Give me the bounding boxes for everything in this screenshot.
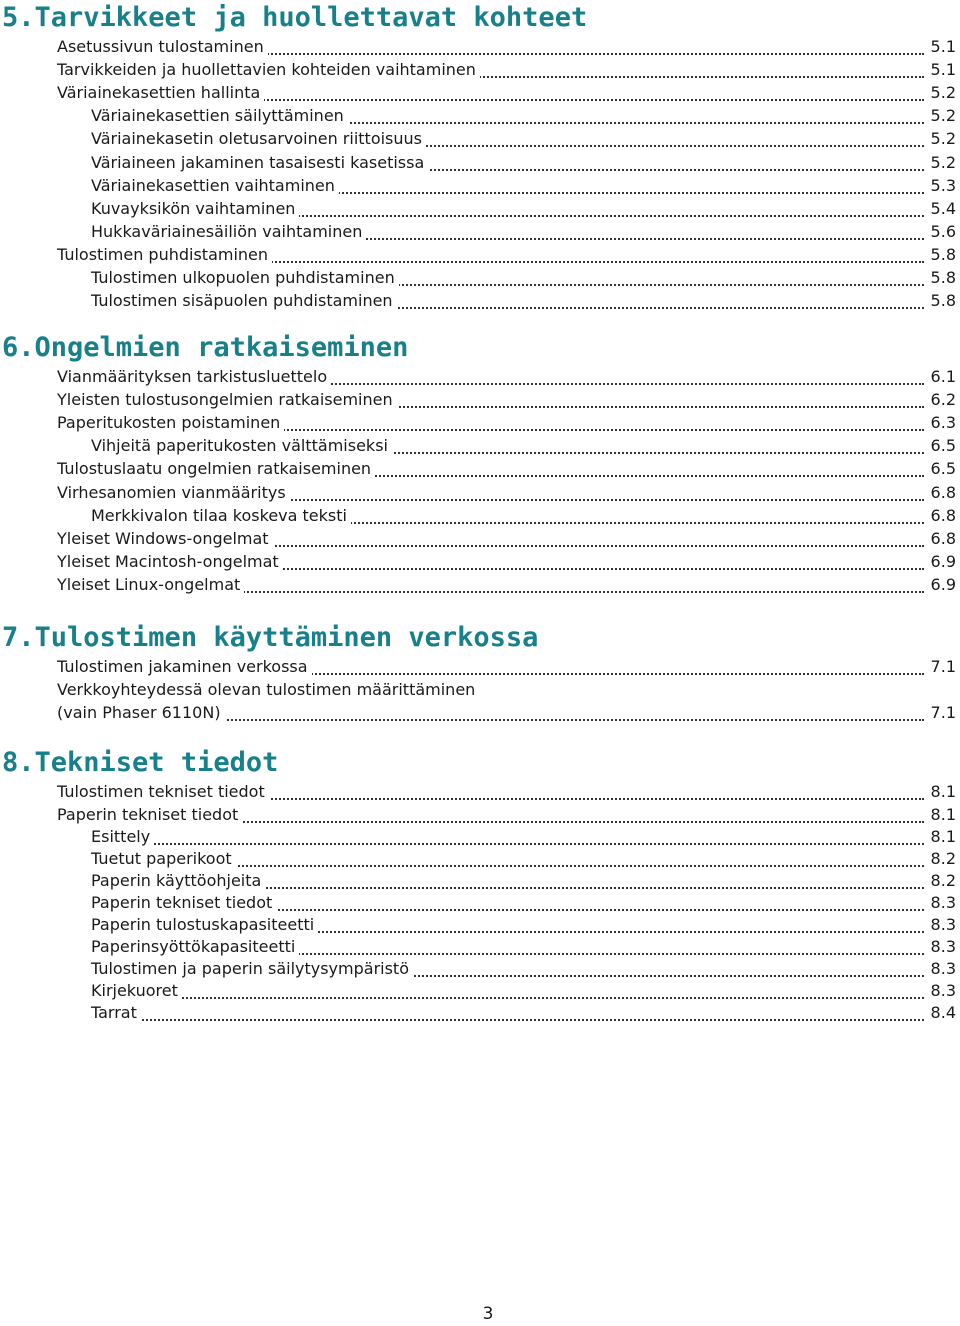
toc-entry[interactable] xyxy=(0,781,960,804)
toc-entry-title: Yleiset Linux-ongelmat xyxy=(57,575,244,595)
toc-entry-title: Väriainekasetin oletusarvoinen riittoisuus xyxy=(91,129,426,149)
toc-entry-title: Tulostimen jakaminen verkossa xyxy=(57,657,312,677)
toc-entry-title: Paperin tekniset tiedot xyxy=(91,893,276,913)
toc-entry-page: 6.5 xyxy=(927,436,956,456)
toc-entry-title: Paperin käyttöohjeita xyxy=(91,871,265,891)
toc-entry-page: 8.3 xyxy=(927,893,956,913)
section-number: 5. xyxy=(2,2,35,33)
toc-entry-title: Tulostuslaatu ongelmien ratkaiseminen xyxy=(57,459,375,479)
toc-entry-title: Yleisten tulostusongelmien ratkaiseminen xyxy=(57,390,397,410)
toc-entry-title: Tulostimen tekniset tiedot xyxy=(57,782,269,802)
toc-entry-page: 5.8 xyxy=(927,245,956,265)
toc-entry-title: Hukkaväriainesäiliön vaihtaminen xyxy=(91,222,366,242)
toc-entries xyxy=(0,366,960,597)
toc-entry[interactable] xyxy=(0,389,960,412)
toc-entry[interactable] xyxy=(0,505,960,528)
toc-entry-title: Tarrat xyxy=(91,1003,141,1023)
toc-entry[interactable] xyxy=(0,435,960,458)
toc-entry-page: 6.8 xyxy=(927,483,956,503)
toc-entry[interactable] xyxy=(0,551,960,574)
dot-leader xyxy=(94,1019,924,1021)
toc-entry-page: 8.2 xyxy=(927,871,956,891)
section-heading xyxy=(2,621,538,655)
toc-entry[interactable] xyxy=(0,959,960,981)
toc-entry-page: 7.1 xyxy=(927,703,956,723)
toc-entries xyxy=(0,656,960,725)
toc-entry-page: 8.4 xyxy=(927,1003,956,1023)
toc-entry-page: 6.1 xyxy=(927,367,956,387)
toc-entry[interactable] xyxy=(0,244,960,267)
toc-entry-page: 7.1 xyxy=(927,657,956,677)
toc-entry-title: Tulostimen sisäpuolen puhdistaminen xyxy=(91,291,397,311)
toc-entry-title: Yleiset Macintosh-ongelmat xyxy=(57,552,283,572)
toc-entry[interactable] xyxy=(0,528,960,551)
toc-entry-page: 5.1 xyxy=(927,37,956,57)
toc-entry[interactable] xyxy=(0,412,960,435)
toc-entry-page: 5.8 xyxy=(927,291,956,311)
toc-entry[interactable] xyxy=(0,366,960,389)
section-heading xyxy=(2,746,278,780)
toc-entry-title: Kirjekuoret xyxy=(91,981,182,1001)
toc-entry[interactable] xyxy=(0,175,960,198)
page-number: 3 xyxy=(482,1304,494,1324)
toc-entry[interactable] xyxy=(0,893,960,915)
toc-entry[interactable] xyxy=(0,82,960,105)
toc-entries xyxy=(0,36,960,313)
toc-entry-title-line1: Verkkoyhteydessä olevan tulostimen määrittäminen xyxy=(57,680,476,700)
toc-entry-title: Tulostimen ulkopuolen puhdistaminen xyxy=(91,268,399,288)
dot-leader xyxy=(94,997,924,999)
toc-entry[interactable] xyxy=(0,871,960,893)
section-title: Tarvikkeet ja huollettavat kohteet xyxy=(34,2,588,33)
section-number: 6. xyxy=(2,332,35,363)
toc-entry-page: 8.1 xyxy=(927,782,956,802)
toc-entry-title: Asetussivun tulostaminen xyxy=(57,37,268,57)
section-title: Ongelmien ratkaiseminen xyxy=(34,332,409,363)
toc-entry-page: 5.6 xyxy=(927,222,956,242)
toc-entry[interactable] xyxy=(0,151,960,174)
toc-entry-page: 6.9 xyxy=(927,552,956,572)
toc-entry-page: 5.2 xyxy=(927,106,956,126)
toc-entry-title: Vihjeitä paperitukosten välttämiseksi xyxy=(91,436,392,456)
toc-entry-page: 8.3 xyxy=(927,937,956,957)
toc-entry-title: Paperitukosten poistaminen xyxy=(57,413,284,433)
toc-entry-page: 5.2 xyxy=(927,129,956,149)
toc-entry-title: Paperin tekniset tiedot xyxy=(57,805,242,825)
toc-entry[interactable] xyxy=(0,1003,960,1025)
toc-entry-title: Tuetut paperikoot xyxy=(91,849,236,869)
toc-entry[interactable] xyxy=(0,36,960,59)
toc-entry[interactable] xyxy=(0,128,960,151)
toc-entry-title: Vianmäärityksen tarkistusluettelo xyxy=(57,367,331,387)
toc-entry-page: 6.5 xyxy=(927,459,956,479)
toc-entry-title: Tulostimen puhdistaminen xyxy=(57,245,272,265)
toc-entry[interactable] xyxy=(0,267,960,290)
toc-entry-title: (vain Phaser 6110N) xyxy=(57,703,225,723)
toc-entry-page: 8.3 xyxy=(927,981,956,1001)
toc-entry-page: 5.4 xyxy=(927,199,956,219)
toc-entry[interactable] xyxy=(0,481,960,504)
section-number: 7. xyxy=(2,622,35,653)
toc-entry[interactable] xyxy=(0,981,960,1003)
toc-entry-page: 6.3 xyxy=(927,413,956,433)
toc-entry[interactable] xyxy=(0,290,960,313)
toc-entry-title: Väriainekasettien hallinta xyxy=(57,83,264,103)
toc-entry-page: 8.3 xyxy=(927,915,956,935)
toc-entry-title: Virhesanomien vianmääritys xyxy=(57,483,290,503)
toc-entry-title: Väriainekasettien säilyttäminen xyxy=(91,106,348,126)
toc-entry-title: Kuvayksikön vaihtaminen xyxy=(91,199,299,219)
toc-entry[interactable] xyxy=(0,827,960,849)
toc-entry[interactable] xyxy=(0,105,960,128)
toc-entry-title: Tarvikkeiden ja huollettavien kohteiden vaihtaminen xyxy=(57,60,480,80)
toc-entry[interactable] xyxy=(0,849,960,871)
toc-entry-page: 6.8 xyxy=(927,529,956,549)
toc-entry-page: 5.2 xyxy=(927,153,956,173)
toc-entry[interactable] xyxy=(0,937,960,959)
toc-entry-page: 6.8 xyxy=(927,506,956,526)
toc-entry-title: Merkkivalon tilaa koskeva teksti xyxy=(91,506,351,526)
toc-entry-page: 8.2 xyxy=(927,849,956,869)
section-title: Tekniset tiedot xyxy=(34,747,279,778)
toc-entry-page: 5.2 xyxy=(927,83,956,103)
toc-entry[interactable] xyxy=(0,198,960,221)
toc-entry[interactable] xyxy=(0,679,960,725)
section-number: 8. xyxy=(2,747,35,778)
toc-entry-title: Paperinsyöttökapasiteetti xyxy=(91,937,299,957)
toc-entry-page: 5.1 xyxy=(927,60,956,80)
toc-entry-page: 6.2 xyxy=(927,390,956,410)
toc-entry-title: Yleiset Windows-ongelmat xyxy=(57,529,273,549)
toc-entry-title: Väriaineen jakaminen tasaisesti kasetissa xyxy=(91,153,428,173)
toc-entry-title: Väriainekasettien vaihtaminen xyxy=(91,176,339,196)
toc-entry-title: Esittely xyxy=(91,827,154,847)
toc-entries xyxy=(0,781,960,1025)
section-title: Tulostimen käyttäminen verkossa xyxy=(34,622,539,653)
toc-entry[interactable] xyxy=(0,915,960,937)
toc-entry[interactable] xyxy=(0,574,960,597)
toc-entry-page: 6.9 xyxy=(927,575,956,595)
dot-leader xyxy=(94,843,924,845)
toc-entry-title: Tulostimen ja paperin säilytysympäristö xyxy=(91,959,413,979)
toc-entry[interactable] xyxy=(0,221,960,244)
toc-entry[interactable] xyxy=(0,804,960,827)
toc-entry[interactable] xyxy=(0,656,960,679)
section-heading xyxy=(2,331,408,365)
toc-entry-page: 8.1 xyxy=(927,827,956,847)
toc-entry-page: 8.1 xyxy=(927,805,956,825)
toc-entry-page: 8.3 xyxy=(927,959,956,979)
toc-entry-title: Paperin tulostuskapasiteetti xyxy=(91,915,318,935)
toc-entry[interactable] xyxy=(0,59,960,82)
toc-entry[interactable] xyxy=(0,458,960,481)
section-heading xyxy=(2,1,587,35)
toc-entry-page: 5.8 xyxy=(927,268,956,288)
toc-entry-page: 5.3 xyxy=(927,176,956,196)
